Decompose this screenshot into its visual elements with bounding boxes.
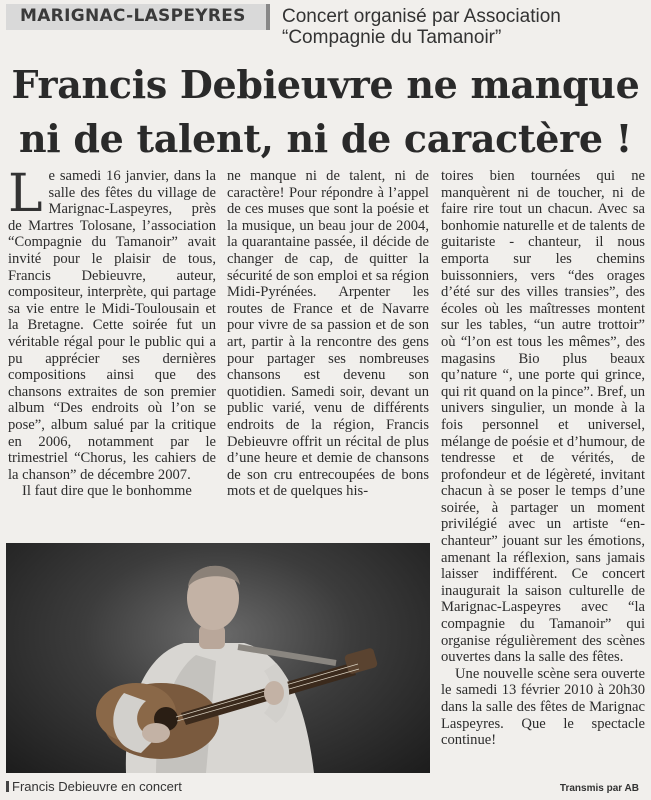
article-paragraph: toires bien tournées qui ne manquèrent ni de toucher, ni de faire rire tout un chacun. Avec sa bonhomie naturelle et de talents de guitariste - chanteur, il nous emporta sur les chemins buissonniers, vers “des orages d’été sur des villes transies”, des écoles où les maîtresses montent sur les tables, “un autre trottoir” où “l’on est tous les mêmes”, des magasins Bio plus beaux qu’nature “, une porte qui grince, qui rit quand on la pince”. Bref, un univers singulier, un monde à la fois personnel et universel, mélange de poésie et d’humour, de tendresse et de vérités, de profondeur et de légèreté, invitant chacun à se poser le temps d’une soirée, à partager un moment privilégié avec un artiste “en-chanteur” jouant sur les émotions, amenant la réflexion, sans jamais laisser indifférent. Ce concert inaugurait la saison culturelle de Marignac-Laspeyres avec “la compagnie du Tamanoir” qui organise régulièrement des scènes ouvertes dans la salle des fêtes. xyxy=(441,168,645,666)
guitarist-illustration xyxy=(6,543,430,773)
article-column-3 xyxy=(441,168,645,749)
article-column-1 xyxy=(8,164,216,500)
article-paragraph: Une nouvelle scène sera ouverte le samedi 13 février 2010 à 20h30 dans la salle des fêtes de Marignac Laspeyres. Que le spectacle continue! xyxy=(441,665,645,749)
section-name: MARIGNAC-LASPEYRES xyxy=(20,6,246,26)
paragraph-text: e samedi 16 janvier, dans la salle des fêtes du village de Marignac-Laspeyres, près de Martres Tolosane, l’association “Compagnie du Tamanoir” avait invité pour le plaisir de tous, Francis Debieuvre, auteur, compositeur, interprète, qui partage sa vie entre le Midi-Toulousain et la Bretagne. Cette soirée fut un véritable régal pour le public qui a pu apprécier ses dernières compositions ainsi que des chansons extraites de son premier album “Des endroits où l’on se pose”, album salué par la critique en 2006, notamment par le trimestriel “Chorus, les cahiers de la chanson” de décembre 2007. xyxy=(8,168,216,483)
article-paragraph xyxy=(8,164,216,483)
headline-line-1: Francis Debieuvre ne manque xyxy=(11,62,640,107)
caption-text: Francis Debieuvre en concert xyxy=(12,779,182,794)
concert-photo xyxy=(6,543,430,773)
caption-marker xyxy=(6,781,9,792)
section-tag xyxy=(6,4,270,30)
article-subtitle xyxy=(282,6,642,48)
subtitle-line-2: “Compagnie du Tamanoir” xyxy=(282,27,502,48)
credit-line: Transmis par AB xyxy=(559,783,639,794)
headline-line-2: ni de talent, ni de caractère ! xyxy=(18,116,633,161)
article-paragraph: ne manque ni de talent, ni de caractère! Pour répondre à l’appel de ces muses que sont la poésie et la musique, un beau jour de 2004, la quarantaine passée, il décide de changer de cap, de quitter la sécurité de son emploi et sa région Midi-Pyrénées. Arpenter les routes de France et de Navarre pour vivre de sa passion et de son art, partir à la rencontre des gens pour partager ses nombreuses chansons est devenu son quotidien. Samedi soir, devant un public varié, venu de différents endroits de la région, Francis Debieuvre offrit un récital de plus d’une heure et demie de chansons de son cru entrecoupées de bons mots et de quelques his- xyxy=(227,168,429,500)
drop-cap: L xyxy=(8,164,43,224)
article-column-2 xyxy=(227,168,429,500)
article-paragraph: Il faut dire que le bonhomme xyxy=(22,483,192,500)
subtitle-line-1: Concert organisé par Association xyxy=(282,6,561,27)
article-headline xyxy=(0,58,651,166)
photo-caption xyxy=(6,779,182,794)
